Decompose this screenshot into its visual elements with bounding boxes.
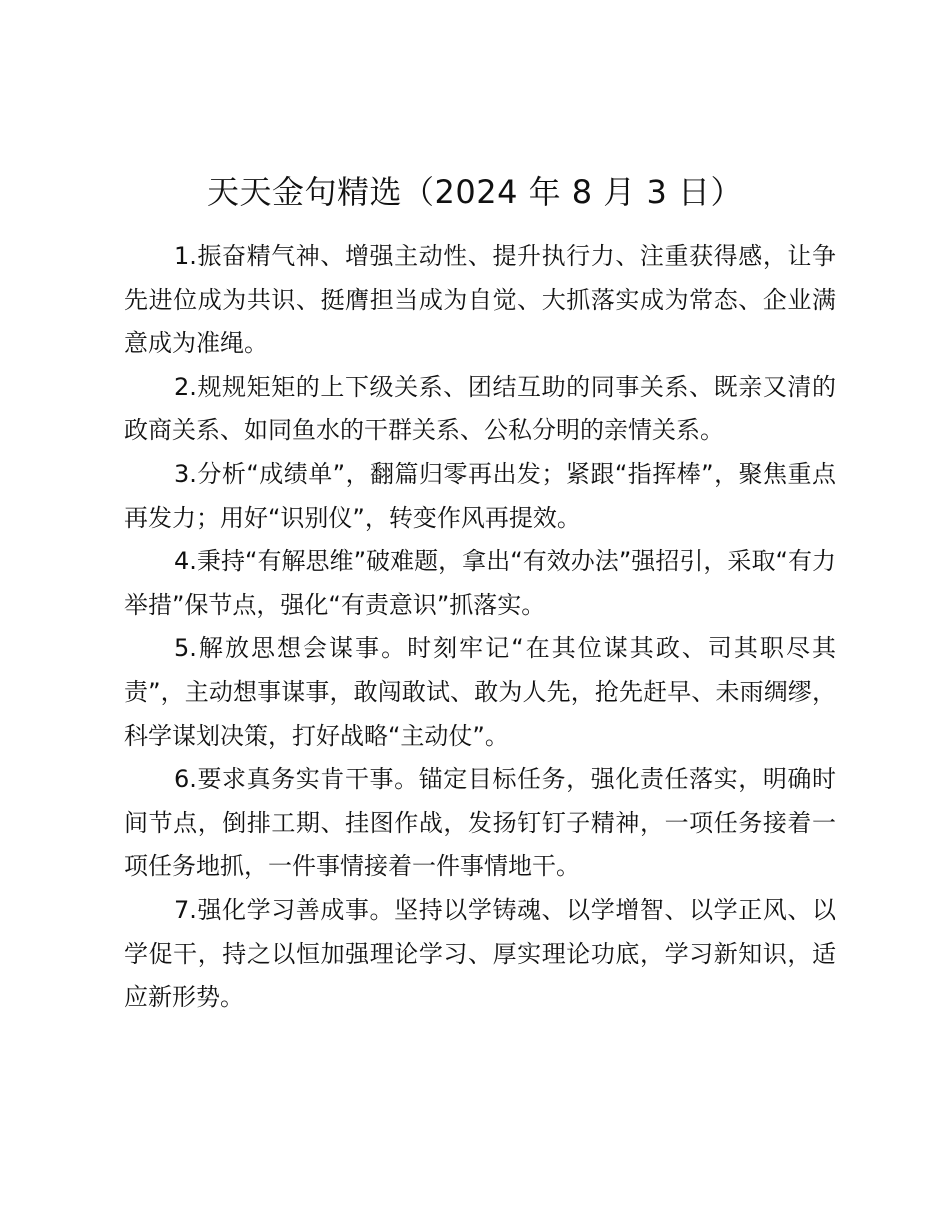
paragraph-1: 1.振奋精气神、增强主动性、提升执行力、注重获得感，让争先进位成为共识、挺膺担当成为自觉、大抓落实成为常态、企业满意成为准绳。: [124, 242, 836, 358]
paragraph-7: 7.强化学习善成事。坚持以学铸魂、以学增智、以学正风、以学促干，持之以恒加强理论学习、厚实理论功底，学习新知识，适应新形势。: [124, 895, 836, 1012]
paragraph-4: 4.秉持“有解思维”破难题，拿出“有效办法”强招引，采取“有力举措”保节点，强化“有责意识”抓落实。: [124, 547, 836, 619]
paragraph-3: 3.分析“成绩单”，翻篇归零再出发；紧跟“指挥棒”，聚焦重点再发力；用好“识别仪”，转变作风再提效。: [124, 459, 836, 532]
paragraph-6: 6.要求真务实肯干事。锚定目标任务，强化责任落实，明确时间节点，倒排工期、挂图作战，发扬钉钉子精神，一项任务接着一项任务地抓，一件事情接着一件事情地干。: [124, 765, 836, 881]
document-title: 天天金句精选（2024 年 8 月 3 日）: [206, 173, 744, 211]
document-body: [124, 235, 836, 1020]
paragraph-2: 2.规规矩矩的上下级关系、团结互助的同事关系、既亲又清的政商关系、如同鱼水的干群关系、公私分明的亲情关系。: [124, 372, 836, 445]
paragraph-5: 5.解放思想会谋事。时刻牢记“在其位谋其政、司其职尽其责”，主动想事谋事，敢闯敢试、敢为人先，抢先赶早、未雨绸缪，科学谋划决策，打好战略“主动仗”。: [124, 634, 836, 750]
